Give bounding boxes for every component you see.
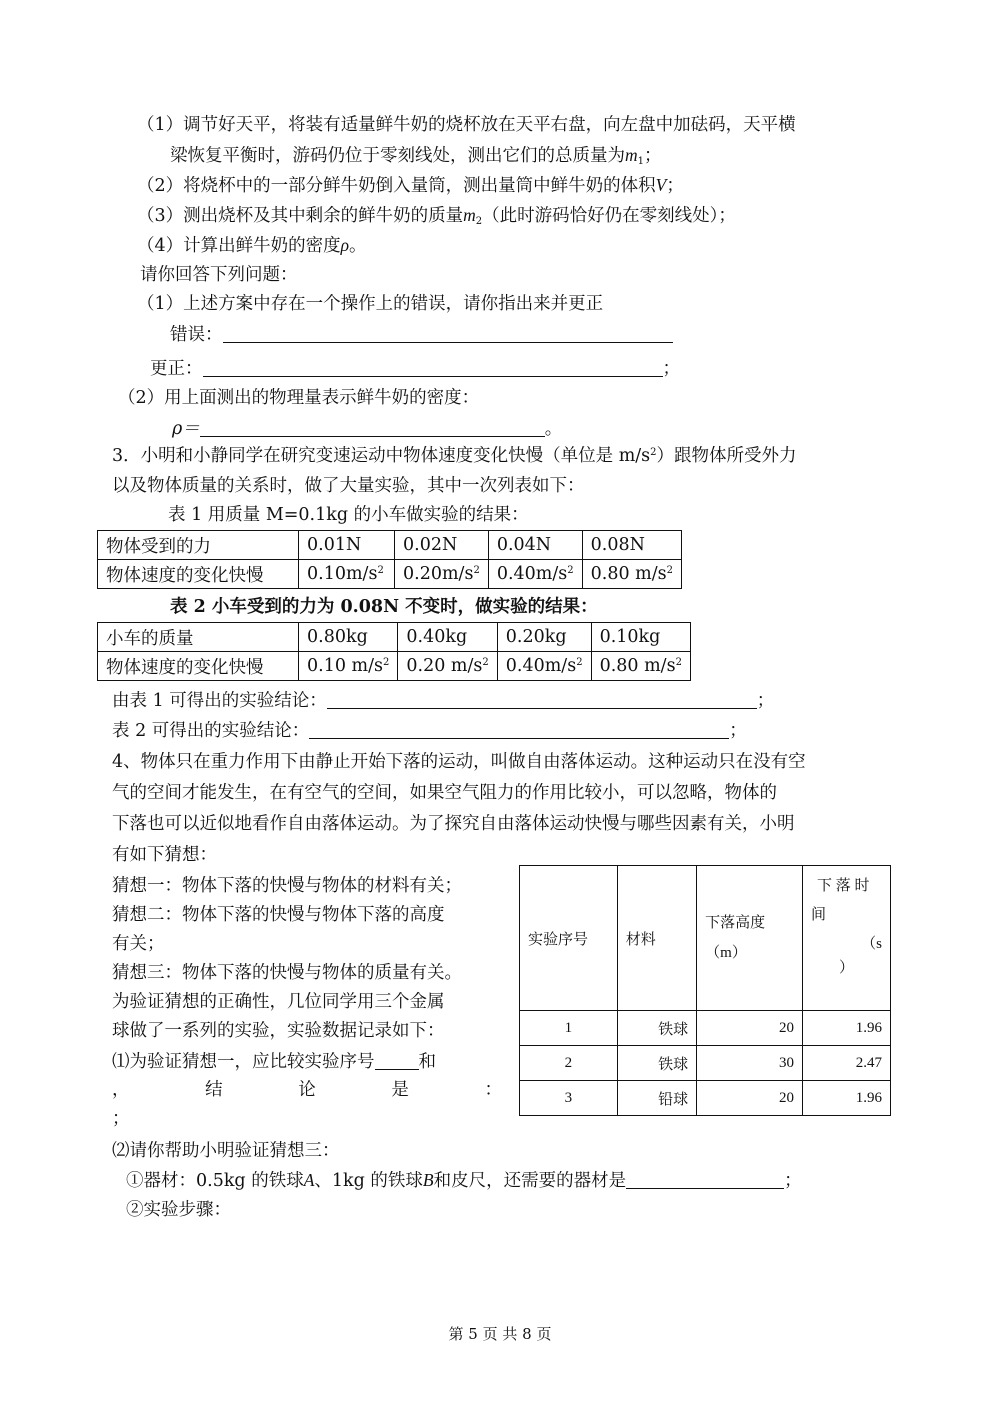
table-3: [519, 865, 891, 1116]
p3-line-1-end: ）跟物体所受外力: [656, 446, 797, 466]
table1-title: 表 1 用质量 M=0.1kg 的小车做实验的结果：: [168, 505, 529, 525]
table2-title: 表 2 小车受到的力为 0.08N 不变时，做实验的结果：: [170, 597, 598, 617]
table-row: [520, 1011, 891, 1046]
steps-label: ②实验步骤：: [126, 1200, 231, 1220]
verify-2: 球做了一系列的实验，实验数据记录如下：: [112, 1021, 445, 1041]
var-b: B: [422, 1170, 434, 1190]
p4-line-4: 有如下猜想：: [112, 845, 217, 865]
error-row: [170, 322, 673, 347]
table-cell: 1: [520, 1011, 618, 1046]
cell-value: 0.80 m/s: [599, 656, 676, 676]
table-cell: 1.96: [803, 1081, 891, 1116]
p4-line-3: 下落也可以近似地看作自由落体运动。为了探究自由落体运动快慢与哪些因素有关，小明: [112, 814, 795, 834]
cell-sup: 2: [666, 565, 673, 576]
answer-1-conclusion-row: [112, 1078, 502, 1102]
var-v: V: [655, 175, 667, 195]
header-height: [697, 866, 803, 1011]
var-a: A: [303, 1170, 315, 1190]
header-time-close: ）: [839, 960, 855, 976]
table-2: [97, 622, 691, 681]
rho-period: 。: [544, 419, 563, 439]
cell-sup: 2: [567, 565, 574, 576]
table-cell: [299, 652, 398, 681]
var-rho: ρ: [340, 235, 350, 255]
p3-sup: 2: [650, 447, 657, 458]
table-row: [520, 1081, 891, 1116]
table-cell: 30: [697, 1046, 803, 1081]
p4-line-1: 4、物体只在重力作用下由静止开始下落的运动，叫做自由落体运动。这种运动只在没有空: [112, 752, 806, 772]
conclusion-2-row: [112, 718, 747, 743]
header-time-text-b: 间: [811, 907, 827, 923]
step-2-end: ；: [666, 176, 684, 196]
answer-1-char: 论: [298, 1080, 316, 1100]
conclusion-2-label: 表 2 可得出的实验结论：: [112, 721, 310, 741]
table-cell: 2.47: [803, 1046, 891, 1081]
table-cell: 20: [697, 1011, 803, 1046]
header-material: 材料: [617, 866, 696, 1011]
rho-answer-blank[interactable]: [200, 416, 545, 437]
table-cell: 0.20kg: [497, 623, 591, 652]
p3-line-2: 以及物体质量的关系时，做了大量实验，其中一次列表如下：: [112, 476, 585, 496]
table-cell: 20: [697, 1081, 803, 1116]
conclusion-1-semicolon: ；: [756, 691, 775, 711]
cell-value: 0.20 m/s: [406, 656, 483, 676]
step-1-line-a: （1）调节好天平，将装有适量鲜牛奶的烧杯放在天平右盘，向左盘中加砝码，天平横: [137, 115, 796, 135]
cell-value: 0.80 m/s: [590, 564, 667, 584]
table-cell: 0.40kg: [398, 623, 497, 652]
guess-2a: 猜想二：物体下落的快慢与物体下落的高度: [112, 905, 445, 925]
cell-value: 0.40m/s: [496, 564, 568, 584]
cell-sup: 2: [383, 657, 390, 668]
header-height-unit: （m）: [705, 945, 747, 961]
equipment-text: ①器材：0.5kg 的铁球: [126, 1171, 304, 1191]
step-1-text: 梁恢复平衡时，游码仍位于零刻线处，测出它们的总质量为: [170, 146, 625, 166]
step-4: [137, 233, 367, 258]
table-row: [98, 652, 691, 681]
step-3: [137, 203, 736, 228]
table-row: [98, 560, 682, 589]
part-2-title: ⑵请你帮助小明验证猜想三：: [112, 1141, 340, 1161]
table-cell: [395, 560, 489, 589]
p3-line-1: [112, 444, 797, 468]
step-1-end: ；: [644, 146, 662, 166]
table-cell: 0.10kg: [591, 623, 690, 652]
sub-2: 2: [475, 216, 483, 227]
answer-1-colon: ：: [484, 1080, 502, 1100]
step-2: [137, 173, 684, 198]
table-cell: [591, 652, 690, 681]
table-cell: 铁球: [617, 1046, 696, 1081]
table-cell: [497, 652, 591, 681]
p3-line-1-text: 3．小明和小静同学在研究变速运动中物体速度变化快慢（单位是 m/s: [112, 446, 651, 466]
equipment-end: 和皮尺，还需要的器材是: [433, 1171, 627, 1191]
table-cell: 0.08N: [582, 531, 681, 560]
table-cell: [299, 560, 395, 589]
answer-1-semicolon: ；: [112, 1109, 130, 1129]
table-cell: 铁球: [617, 1011, 696, 1046]
table-cell: 0.02N: [395, 531, 489, 560]
step-4-text: （4）计算出鲜牛奶的密度: [137, 236, 341, 256]
cell-value: 0.10 m/s: [307, 656, 383, 676]
equipment-semicolon: ；: [784, 1171, 802, 1191]
cell-sup: 2: [473, 565, 480, 576]
table-cell: 铅球: [617, 1081, 696, 1116]
step-4-end: 。: [349, 236, 367, 256]
table-cell: 3: [520, 1081, 618, 1116]
answer-1-char: 结: [205, 1080, 223, 1100]
table-cell: 物体速度的变化快慢: [98, 652, 299, 681]
answer-1-text: ⑴为验证猜想一，应比较实验序号: [112, 1052, 375, 1072]
header-seq: 实验序号: [520, 866, 618, 1011]
table-1: [97, 530, 682, 589]
sub-1: 1: [637, 156, 645, 167]
answer-1-comma: ，: [112, 1080, 130, 1100]
answer-1-blank[interactable]: [375, 1049, 419, 1070]
table-cell: 小车的质量: [98, 623, 299, 652]
step-3-end: （此时游码恰好仍在零刻线处）；: [482, 206, 736, 226]
step-3-text: （3）测出烧杯及其中剩余的鲜牛奶的质量: [137, 206, 464, 226]
equipment-row: [126, 1168, 802, 1193]
fix-semicolon: ；: [662, 359, 680, 379]
equipment-mid: 、1kg 的铁球: [314, 1171, 423, 1191]
rho-row: [172, 416, 562, 441]
cell-value: 0.20m/s: [403, 564, 474, 584]
table-row: [98, 531, 682, 560]
cell-sup: 2: [576, 657, 583, 668]
rho-label: ρ＝: [172, 419, 200, 439]
table-cell: [488, 560, 582, 589]
cell-value: 0.40m/s: [505, 656, 577, 676]
questions-intro: 请你回答下列问题：: [140, 265, 298, 285]
header-height-text: 下落高度: [705, 915, 766, 931]
table-cell: 1.96: [803, 1011, 891, 1046]
error-answer-blank[interactable]: [223, 322, 673, 343]
answer-1-end: 和: [418, 1052, 436, 1072]
cell-value: 0.10m/s: [307, 564, 378, 584]
table-cell: 物体受到的力: [98, 531, 299, 560]
table-cell: 0.80kg: [299, 623, 398, 652]
table-cell: 2: [520, 1046, 618, 1081]
page-footer: 第 5 页 共 8 页: [448, 1325, 552, 1343]
fix-answer-blank[interactable]: [203, 356, 663, 377]
guess-2b: 有关；: [112, 934, 165, 954]
table-cell: 0.01N: [299, 531, 395, 560]
var-m2: m: [463, 205, 476, 225]
table-row: [98, 623, 691, 652]
cell-sup: 2: [675, 657, 682, 668]
guess-1: 猜想一：物体下落的快慢与物体的材料有关；: [112, 876, 462, 896]
fix-row: [150, 356, 680, 381]
table-row: [520, 1046, 891, 1081]
conclusion-2-blank[interactable]: [309, 718, 729, 739]
header-time-unit: （s: [861, 936, 882, 952]
guess-3: 猜想三：物体下落的快慢与物体的质量有关。: [112, 963, 462, 983]
conclusion-1-row: [112, 688, 774, 713]
var-m: m: [625, 145, 638, 165]
table-cell: 物体速度的变化快慢: [98, 560, 299, 589]
step-1-line-b: [170, 143, 662, 168]
step-2-text: （2）将烧杯中的一部分鲜牛奶倒入量筒，测出量筒中鲜牛奶的体积: [137, 176, 656, 196]
conclusion-1-label: 由表 1 可得出的实验结论：: [112, 691, 327, 711]
verify-1: 为验证猜想的正确性，几位同学用三个金属: [112, 992, 445, 1012]
table-cell: [582, 560, 681, 589]
header-time: [803, 866, 891, 1011]
question-1: （1）上述方案中存在一个操作上的错误，请你指出来并更正: [137, 294, 604, 314]
cell-sup: 2: [377, 565, 384, 576]
p4-line-2: 气的空间才能发生，在有空气的空间，如果空气阻力的作用比较小，可以忽略，物体的: [112, 783, 777, 803]
table-cell: [398, 652, 497, 681]
answer-1-row: [112, 1049, 436, 1074]
conclusion-2-semicolon: ；: [729, 721, 747, 741]
table-header-row: [520, 866, 891, 1011]
equipment-blank[interactable]: [626, 1168, 784, 1189]
answer-1-char: 是: [391, 1080, 409, 1100]
error-label: 错误：: [170, 325, 223, 345]
conclusion-1-blank[interactable]: [327, 688, 757, 709]
cell-sup: 2: [482, 657, 489, 668]
fix-label: 更正：: [150, 359, 203, 379]
table-cell: 0.04N: [488, 531, 582, 560]
question-2: （2）用上面测出的物理量表示鲜牛奶的密度：: [118, 388, 480, 408]
header-time-text-a: 下 落 时: [817, 878, 870, 894]
